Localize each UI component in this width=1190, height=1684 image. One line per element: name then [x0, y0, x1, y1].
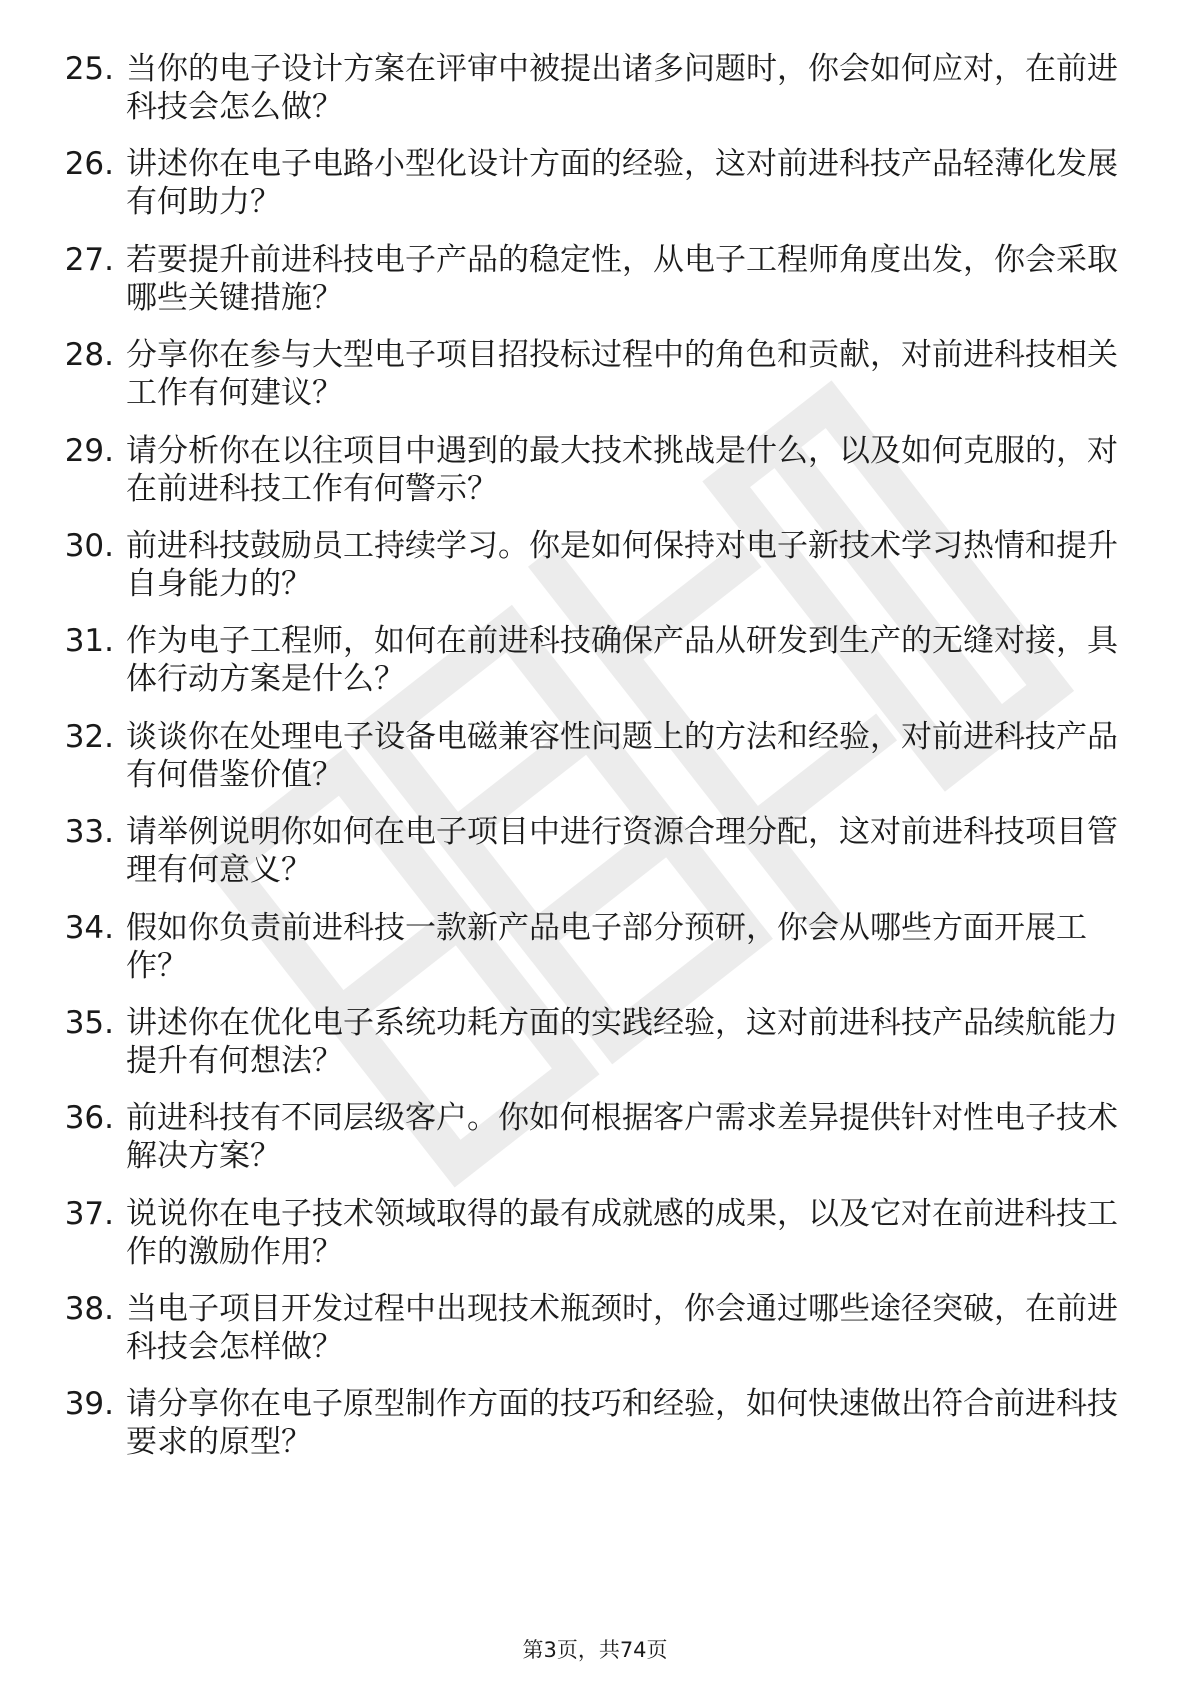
question-item — [58, 718, 1138, 794]
question-item — [58, 336, 1138, 412]
question-number: 35. — [64, 1004, 114, 1041]
question-item — [58, 527, 1138, 603]
question-text: 分享你在参与大型电子项目招投标过程中的角色和贡献，对前进科技相关工作有何建议？ — [126, 337, 1118, 412]
question-text: 当你的电子设计方案在评审中被提出诸多问题时，你会如何应对，在前进科技会怎么做？ — [126, 51, 1118, 125]
question-item — [58, 432, 1138, 508]
question-item — [58, 622, 1138, 698]
question-item — [58, 241, 1138, 317]
question-number: 29. — [64, 432, 114, 469]
question-item — [58, 909, 1138, 985]
question-number: 30. — [64, 527, 114, 564]
question-item — [58, 1290, 1138, 1366]
question-item — [58, 1385, 1138, 1461]
question-number: 28. — [64, 337, 114, 374]
question-number: 37. — [64, 1195, 114, 1232]
question-item — [58, 50, 1138, 126]
question-text: 前进科技有不同层级客户。你如何根据客户需求差异提供针对性电子技术解决方案？ — [126, 1100, 1118, 1175]
question-number: 33. — [64, 814, 114, 851]
question-number: 34. — [64, 909, 114, 946]
question-number: 31. — [64, 623, 114, 660]
question-item — [58, 1099, 1138, 1175]
question-number: 38. — [64, 1291, 114, 1328]
question-text: 说说你在电子技术领域取得的最有成就感的成果，以及它对在前进科技工作的激励作用？ — [126, 1195, 1118, 1270]
question-text: 前进科技鼓励员工持续学习。你是如何保持对电子新技术学习热情和提升自身能力的？ — [126, 527, 1118, 602]
question-number: 39. — [64, 1386, 114, 1423]
question-number: 25. — [64, 51, 114, 87]
question-item — [58, 1195, 1138, 1271]
question-text: 请分享你在电子原型制作方面的技巧和经验，如何快速做出符合前进科技要求的原型？ — [126, 1386, 1118, 1461]
question-text: 谈谈你在处理电子设备电磁兼容性问题上的方法和经验，对前进科技产品有何借鉴价值？ — [126, 718, 1118, 793]
question-item — [58, 813, 1138, 889]
question-number: 32. — [64, 718, 114, 755]
question-text: 当电子项目开发过程中出现技术瓶颈时，你会通过哪些途径突破，在前进科技会怎样做？ — [126, 1291, 1118, 1366]
question-text: 请举例说明你如何在电子项目中进行资源合理分配，这对前进科技项目管理有何意义？ — [126, 814, 1118, 889]
question-list — [58, 50, 1138, 1481]
question-number: 36. — [64, 1100, 114, 1137]
question-text: 请分析你在以往项目中遇到的最大技术挑战是什么，以及如何克服的，对在前进科技工作有何警示？ — [126, 432, 1118, 507]
question-text: 讲述你在电子电路小型化设计方面的经验，这对前进科技产品轻薄化发展有何助力？ — [126, 146, 1118, 221]
question-item — [58, 145, 1138, 221]
question-text: 假如你负责前进科技一款新产品电子部分预研，你会从哪些方面开展工作？ — [126, 909, 1087, 984]
page-footer: 第3页，共74页 — [522, 1638, 668, 1662]
question-item — [58, 1004, 1138, 1080]
question-number: 27. — [64, 241, 114, 278]
question-number: 26. — [64, 146, 114, 183]
question-text: 若要提升前进科技电子产品的稳定性，从电子工程师角度出发，你会采取哪些关键措施？ — [126, 241, 1118, 316]
question-text: 作为电子工程师，如何在前进科技确保产品从研发到生产的无缝对接，具体行动方案是什么？ — [126, 623, 1118, 698]
question-text: 讲述你在优化电子系统功耗方面的实践经验，这对前进科技产品续航能力提升有何想法？ — [126, 1004, 1118, 1079]
